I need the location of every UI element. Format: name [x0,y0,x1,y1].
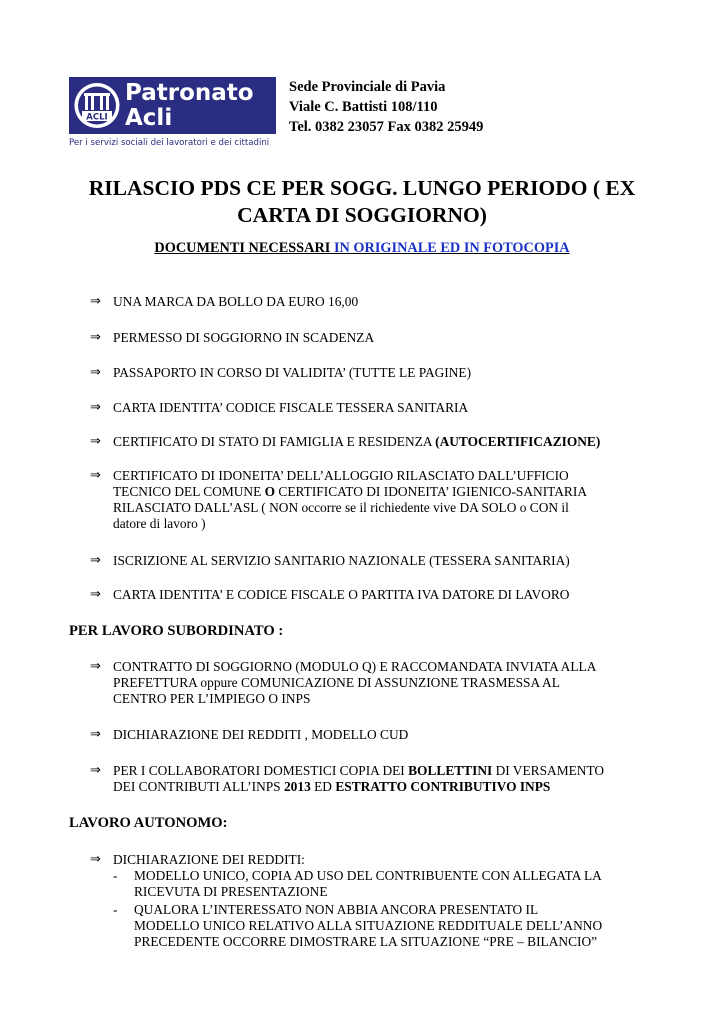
patronato-acli-logo [69,77,276,134]
subtitle-part-1: DOCUMENTI NECESSARI [154,240,331,256]
logo-word-patronato: Patronato [125,80,254,106]
logo-word-acli: Acli [125,105,173,131]
dash-bullet: - [113,868,118,883]
office-name: Sede Provinciale di Pavia [289,79,446,95]
arrow-bullet-icon: ⇒ [90,400,101,415]
arrow-bullet-icon: ⇒ [90,365,101,380]
page-title [60,175,664,229]
office-address [289,77,483,137]
arrow-bullet-icon: ⇒ [90,330,101,345]
document-page: ACLI Patronato Acli Per i servizi sociali dei lavoratori e dei cittadini Sede Provinciale di Pavia Viale C. Battisti 108/110 Tel. 0382 23057 Fax 0382 25949 RILASCIO PDS CE PER SOGG. LUNGO PERIODO ( EX CARTA DI SOGGIORNO) DOCUMENTI NECESSARI IN ORIGINALE ED IN FOTOCOPIA ⇒ UNA MARCA DA BOLLO DA EURO 16,00 ⇒ PERMESSO DI SOGGIORNO IN SCADENZA ⇒ PASSAPORTO IN CORSO DI VALIDITA’ (TUTTE LE PAGINE) ⇒ CARTA IDENTITA’ CODICE FISCALE TESSERA SANITARIA ⇒ CERTIFICATO DI STATO DI FAMIGLIA E RESIDENZA (AUTOCERTIFICAZIONE) ⇒ CERTIFICATO DI IDONEITA’ DELL’ALLOGGIO RILASCIATO DALL’UFFICIO TECNICO DEL COMUNE O CERTIFICATO DI IDONEITA’ IGIENICO-SANITARIA RILASCIATO DALL’ASL ( NON occorre se il richiedente vive DA SOLO o CON il datore di lavoro ) ⇒ ISCRIZIONE AL SERVIZIO SANITARIO NAZIONALE (TESSERA SANITARIA) ⇒ CARTA IDENTITA’ E CODICE FISCALE O PARTITA IVA DATORE DI LAVORO PER LAVORO SUBORDINATO : ⇒ CONTRATTO DI SOGGIORNO (MODULO Q) E RACCOMANDATA INVIATA ALLA PREFETTURA oppure COMUNICAZIONE DI ASSUNZIONE TRASMESSA AL CENTRO PER L’IMPIEGO O INPS ⇒ DICHIARAZIONE DEI REDDITI , MODELLO CUD ⇒ PER I COLLABORATORI DOMESTICI COPIA DEI BOLLETTINI DI VERSAMENTO DEI CONTRIBUTI ALL’INPS 2013 ED ESTRATTO CONTRIBUTIVO INPS LAVORO AUTONOMO: ⇒ DICHIARAZIONE DEI REDDITI: - MODELLO UNICO, COPIA AD USO DEL CONTRIBUENTE CON ALLEGATA LA RICEVUTA DI PRESENTAZIONE - QUALORA L’INTERESSATO NON ABBIA ANCORA PRESENTATO IL MODELLO UNICO RELATIVO ALLA SITUAZIONE REDDITUALE DELL’ANNO PRECEDENTE OCCORRE DIMOSTRARE LA SITUAZIONE “PRE – BILANCIO” [0,0,724,1024]
section-heading-autonomo: LAVORO AUTONOMO: [69,815,228,831]
title-line-2: CARTA DI SOGGIORNO) [237,203,487,227]
arrow-bullet-icon: ⇒ [90,294,101,309]
documents-subtitle [60,240,664,257]
emblem-text: ACLI [86,112,108,123]
arrow-bullet-icon: ⇒ [90,553,101,568]
arrow-bullet-icon: ⇒ [90,659,101,674]
arrow-bullet-icon: ⇒ [90,727,101,742]
title-line-1: RILASCIO PDS CE PER SOGG. LUNGO PERIODO ( EX [88,176,636,200]
acli-emblem-icon [73,81,121,130]
section-heading-subordinato: PER LAVORO SUBORDINATO : [69,623,284,639]
subtitle-part-2: IN ORIGINALE ED IN FOTOCOPIA [333,240,570,256]
office-phone-fax: Tel. 0382 23057 Fax 0382 25949 [289,119,484,135]
arrow-bullet-icon: ⇒ [90,852,101,867]
arrow-bullet-icon: ⇒ [90,763,101,778]
arrow-bullet-icon: ⇒ [90,434,101,449]
arrow-bullet-icon: ⇒ [90,587,101,602]
logo-tagline: Per i servizi sociali dei lavoratori e dei cittadini [69,138,270,148]
arrow-bullet-icon: ⇒ [90,468,101,483]
dash-bullet: - [113,902,118,917]
office-street: Viale C. Battisti 108/110 [289,99,438,115]
